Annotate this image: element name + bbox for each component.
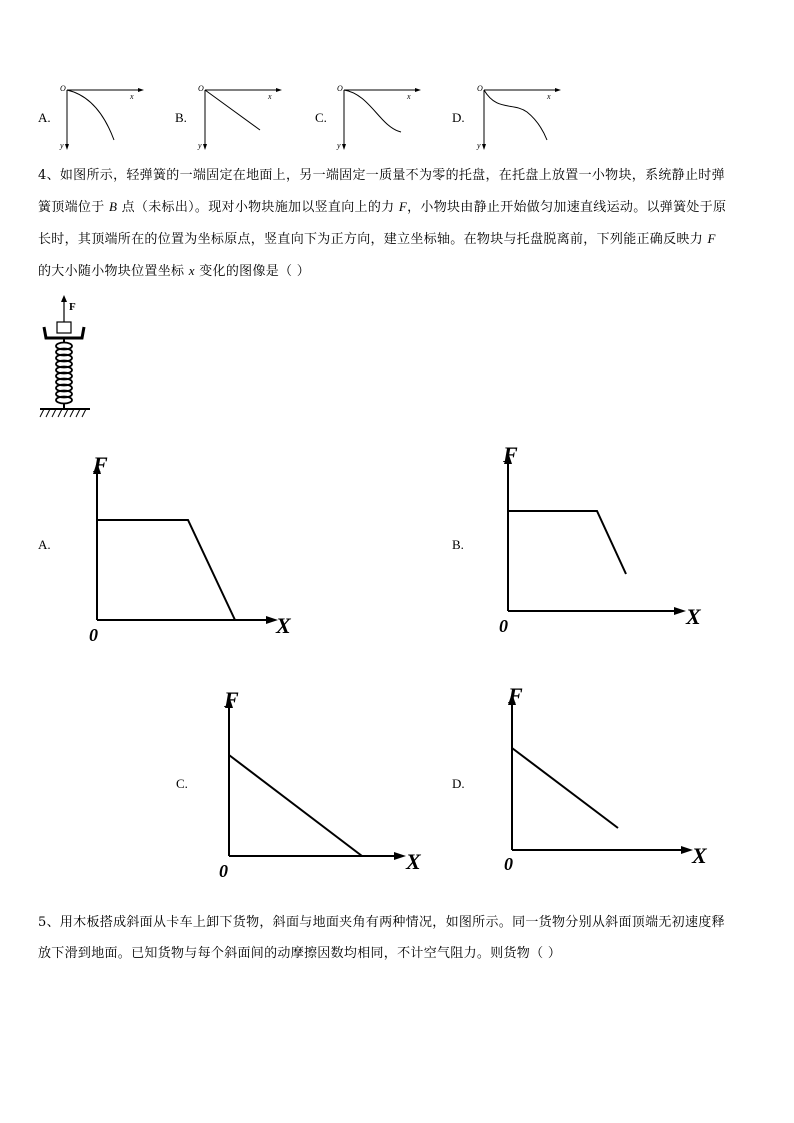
q4-line-3: 长时，其顶端所在的位置为坐标原点，竖直向下为正方向，建立坐标轴。在物块与托盘脱离前，下列能正确反映力 F: [38, 231, 716, 247]
q4-line-2: 簧顶端位于 B 点（未标出）。现对小物块施加以竖直向上的力 F，小物块由静止开始做匀加速直线运动。以弹簧处于原: [38, 199, 727, 215]
q4-option-d-label: D.: [452, 776, 465, 791]
q3-graph-a-y-label: y: [60, 141, 64, 150]
q4-graph-b-origin: 0: [499, 616, 508, 636]
q4-graph-c-y-label: F: [224, 687, 239, 712]
q4-graph-b-x-label: X: [686, 604, 701, 629]
q4-graph-c-origin: 0: [219, 861, 228, 881]
q4-graph-d-x-label: X: [692, 843, 707, 868]
q4-graph-a-origin: 0: [89, 625, 98, 645]
q3-graph-c-x-label: x: [407, 92, 411, 101]
q4-graph-d-origin: 0: [504, 854, 513, 874]
q3-graph-d-y-label: y: [477, 141, 481, 150]
q3-graph-a-origin: O: [60, 84, 66, 93]
q3-graph-d-origin: O: [477, 84, 483, 93]
q5-question: [38, 907, 768, 969]
q4-graph-d-y-label: F: [508, 683, 523, 708]
q4-option-b-label: B.: [452, 537, 464, 552]
force-label: F: [69, 301, 76, 313]
q4-graph-d-line: [512, 748, 618, 828]
q3-graph-b-y-label: y: [198, 141, 202, 150]
q4-graph-c-x-label: X: [406, 849, 421, 874]
q4-line-1: 4、如图所示，轻弹簧的一端固定在地面上，另一端固定一质量不为零的托盘，在托盘上放置一小物块，系统静止时弹: [38, 168, 725, 183]
q4-graph-a-x-label: X: [276, 613, 291, 638]
q4-graph-a-y-label: F: [93, 452, 108, 477]
q3-graph-b-x-label: x: [268, 92, 272, 101]
q5-line-1: 5、用木板搭成斜面从卡车上卸下货物，斜面与地面夹角有两种情况，如图所示。同一货物分别从斜面顶端无初速度释: [38, 915, 725, 930]
q4-graph-b-y-label: F: [503, 442, 518, 467]
q3-option-a-label: A.: [38, 110, 51, 125]
q3-option-b-label: B.: [175, 110, 187, 125]
q3-option-d-label: D.: [452, 110, 465, 125]
q3-graph-c-y-label: y: [337, 141, 341, 150]
q4-option-c-label: C.: [176, 776, 188, 791]
q3-option-c-label: C.: [315, 110, 327, 125]
q5-line-2: 放下滑到地面。已知货物与每个斜面间的动摩擦因数均相同，不计空气阻力。则货物（ ）: [38, 946, 562, 961]
q4-option-a-label: A.: [38, 537, 51, 552]
q4-line-4: 的大小随小物块位置坐标 x 变化的图像是（ ）: [38, 263, 311, 279]
q3-graph-b-origin: O: [198, 84, 204, 93]
q3-graph-a-x-label: x: [130, 92, 134, 101]
q3-graph-c-origin: O: [337, 84, 343, 93]
q3-graph-d-x-label: x: [547, 92, 551, 101]
